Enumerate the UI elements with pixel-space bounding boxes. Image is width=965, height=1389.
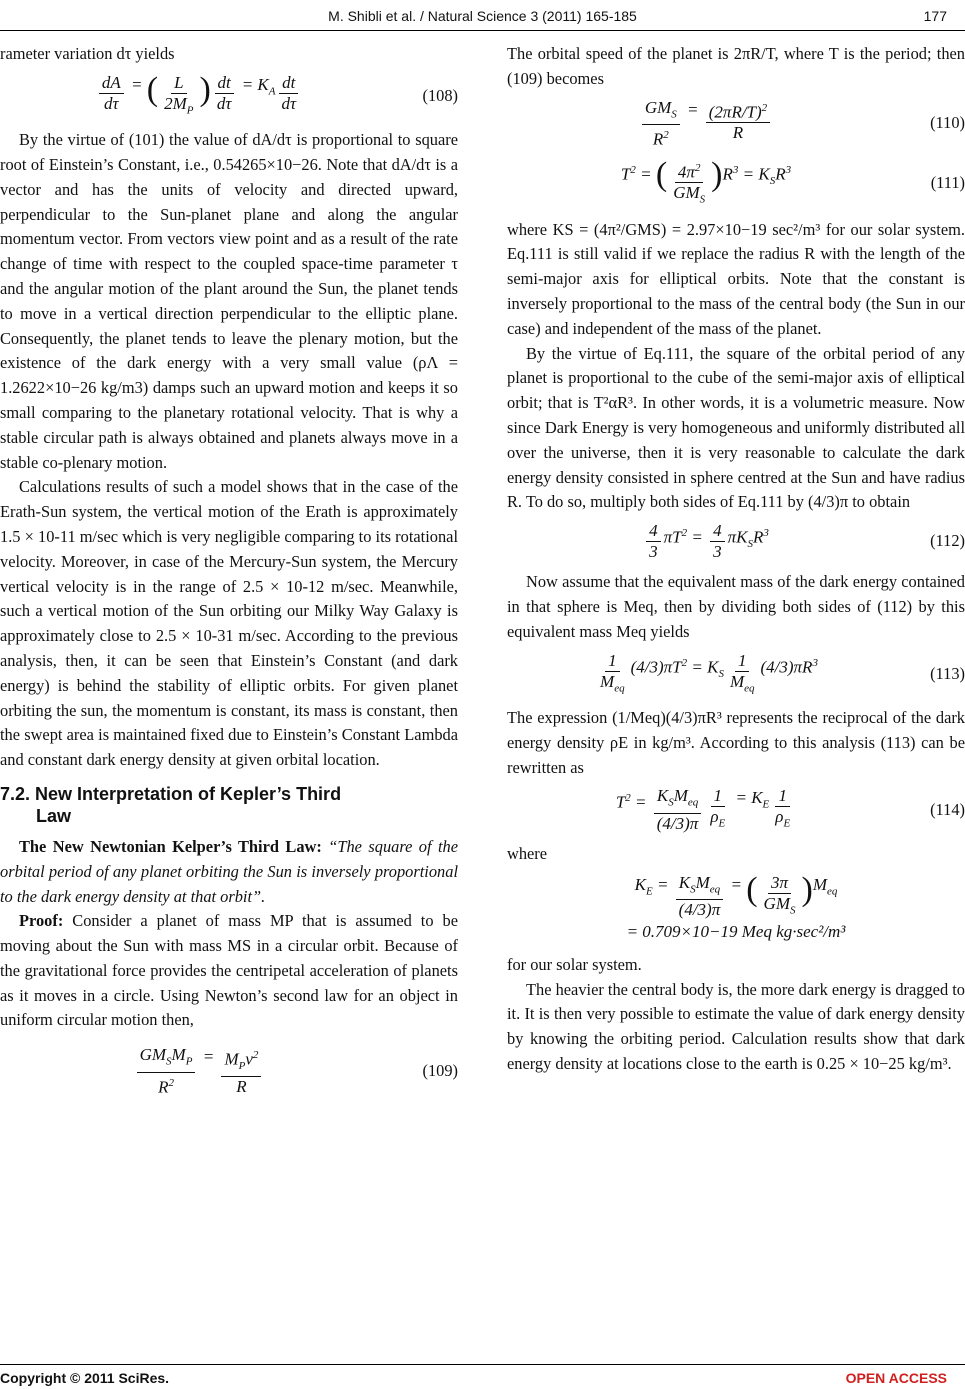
equation-number: (108)	[422, 86, 458, 106]
para-orbital-speed: The orbital speed of the planet is 2πR/T, where T is the period; then (109) becomes	[507, 44, 965, 88]
equation-112: $\frac{4}{3}$ $\pi T^2$ = $\frac{4}{3}$ $\pi K_SR^3$ (112)	[507, 521, 965, 562]
page-number: 177	[923, 8, 947, 24]
para-virtue: By the virtue of (101) the value of dA/dτ is proportional to square root of Einstein’s Constant, i.e., 0.54265×10−26. Note that dA/dτ is a vector and has the units of velocity and directed upward, perpendicular to the Sun-planet plane and along the angular momentum vector. From vectors view point and as a result of the rate change of time with respect to the coupled space-time parameter τ and the angular motion of the plant around the Sun, the planet tends to move in a vertical direction perpendicular to the elliptic plane. Consequently, the planet tends to leave the plenary motion, but the existence of the dark energy with a very small value (ρΛ = 1.2622×10−26 kg/m3) damps such an upward motion and keeps it so small comparing to the planetary rotational velocity. That is why a stable circular path is always obtained and planets always move in a stable co-plenary motion.	[0, 130, 458, 472]
equation-ke-value: = 0.709×10−19 Meq kg·sec²/m³	[626, 922, 846, 941]
para-virtue-111: By the virtue of Eq.111, the square of the orbital period of any planet is proportional to the cube of the semi-major axis of elliptical orbit; that is T²αR³. In other words, it is a volumetric measure. Now since Dark Energy is very homogeneous and uniformly distributed all over the universe, then it is very reasonable to calculate the dark energy density consisted in sphere centred at the Sun and have radius R. To do so, multiply both sides of Eq.111 by (4/3)π to obtain	[507, 343, 965, 512]
equation-number: (112)	[930, 531, 965, 551]
para-where-2: where	[507, 843, 548, 863]
equation-number: (109)	[422, 1060, 458, 1080]
equation-number: (113)	[930, 663, 965, 683]
para-solar: for our solar system.	[507, 954, 642, 974]
equation-111: $T^2$ = ( $\frac{4\pi^2}{GM_S}$ ) $R^3 = K_SR^3$ (111)	[620, 155, 965, 206]
equation-ke: $K_E$ = $\frac{K_SM_{eq}}{(4/3)\pi}$ = ( $\frac{3\pi}{GM_S}$ ) $M_{eq}$	[634, 870, 838, 919]
equation-110: $\frac{GM_S}{R^2}$ = $\frac{(2\pi R/T)^2}{R}$ (110)	[507, 98, 965, 150]
para-where: where KS = (4π²/GMS) = 2.97×10−19 sec²/m³ for our solar system. Eq.111 is still valid if we replace the radius R with the length of the semi-major axis for elliptical orbits. Note that the constant is inversely proportional to the mass of the central body (the Sun in our case) and independent of the mass of the planet.	[507, 219, 965, 338]
para-proof: Proof: Consider a planet of mass MP that is assumed to be moving about the Sun with mass MS in a circular orbit. Because of the gravitational force provides the centripetal acceleration of planets as it moves in a circle. Using Newton’s second law for an object in uniform circular motion then,	[0, 911, 458, 1030]
right-column	[507, 42, 965, 1077]
equation-number: (114)	[930, 799, 965, 819]
equation-number: (110)	[930, 113, 965, 133]
para-expression: The expression (1/Meq)(4/3)πR³ represents the reciprocal of the dark energy density ρE in kg/m³. According to this analysis (113) can be rewritten as	[507, 708, 965, 777]
running-title: M. Shibli et al. / Natural Science 3 (2011) 165-185	[328, 8, 637, 24]
left-column	[0, 42, 458, 1105]
para-calculations: Calculations results of such a model shows that in the case of the Erath-Sun system, the vertical motion of the Erath is approximately 1.5 × 10-11 m/sec which is very negligible comparing to its rotational velocity. Moreover, in case of the Mercury-Sun system, the Mercury vertical velocity is in the range of 2.5 × 10-12 m/sec. Meanwhile, such a vertical motion of the Sun orbiting our Milky Way Galaxy is approximately close to 2.5 × 10-31 m/sec. According to the previous analysis, then, it can be seen that Einstein’s Constant (and dark energy) is behind the stability of elliptic orbits. For given planet orbiting the sun, the momentum is constant, its mass is constant, then the swept area is maintained fixed due to Einstein’s Constant Lambda and constant dark energy density at given orbital location.	[0, 477, 458, 770]
equation-108: $\frac{dA}{d\tau}$ = ( $\frac{L}{2M_P}$ ) $\frac{dt}{d\tau}$ = $K_A$ $\frac{dt}{d\tau}$ (108)	[0, 73, 458, 120]
section-heading: 7.2. New Interpretation of Kepler’s Third Law	[0, 783, 342, 826]
equation-109: $\frac{GM_SM_P}{R^2}$ = $\frac{M_Pv^2}{R}$ (109)	[0, 1045, 458, 1097]
equation-113: $\frac{1}{M_{eq}}$ $(4/3)\pi T^2 = K_S$ $\frac{1}{M_{eq}}$ $(4/3)\pi R^3$ (113)	[600, 650, 965, 695]
copyright: Copyright © 2011 SciRes.	[0, 1370, 170, 1386]
equation-114: $T^2$ = $\frac{K_SM_{eq}}{(4/3)\pi}$ $\frac{1}{\rho_E}$ = $K_E$ $\frac{1}{\rho_E}$ (114)	[615, 786, 965, 833]
header-rule	[0, 30, 965, 31]
footer-rule	[0, 1364, 965, 1365]
open-access-label: OPEN ACCESS	[845, 1370, 947, 1386]
para-heavier: The heavier the central body is, the more dark energy is dragged to it. It is then very possible to estimate the value of dark energy density by knowing the orbiting period. Calculation results show that dark energy density at locations close to the earth is 0.25 × 10−25 kg/m³.	[507, 979, 965, 1073]
para-assume: Now assume that the equivalent mass of the dark energy contained in that sphere is Meq, then by dividing both sides of (112) by this equivalent mass Meq yields	[507, 572, 965, 641]
para-law: The New Newtonian Kelper’s Third Law: “The square of the orbital period of any planet orbiting the Sun is inversely proportional to the dark energy density at that orbit”.	[0, 836, 458, 906]
para-intro: rameter variation dτ yields	[0, 44, 175, 63]
equation-number: (111)	[930, 173, 965, 193]
